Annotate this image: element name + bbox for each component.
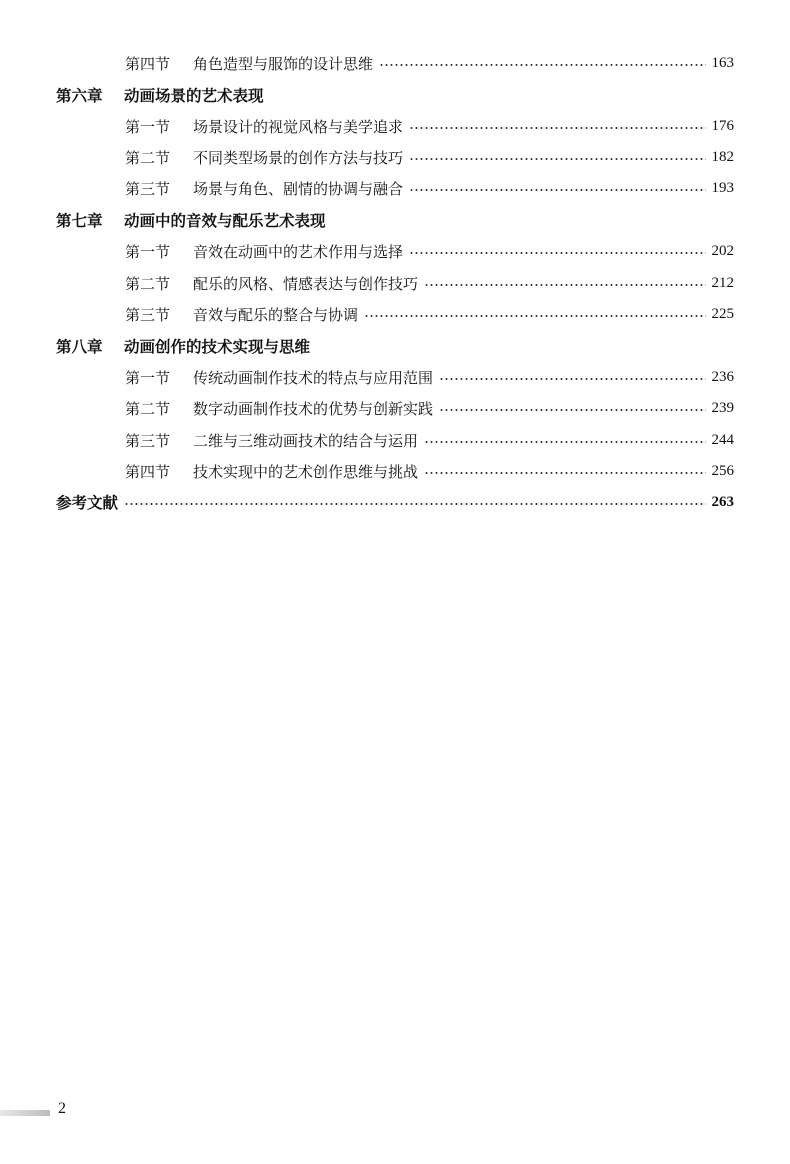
dot-leader [409, 158, 705, 160]
page-ref: 225 [711, 305, 734, 322]
toc-chapter-row[interactable] [0, 333, 790, 359]
section-number: 第三节 [125, 431, 171, 450]
page-ref: 182 [711, 148, 734, 165]
dot-leader [424, 472, 705, 474]
chapter-title: 动画中的音效与配乐艺术表现 [124, 212, 326, 230]
toc-section-row[interactable] [0, 270, 790, 296]
section-number: 第二节 [125, 274, 171, 293]
page-ref: 212 [711, 274, 734, 291]
section-title: 音效在动画中的艺术作用与选择 [193, 242, 404, 261]
toc-section-row[interactable] [0, 458, 790, 484]
page-ref: 193 [711, 179, 734, 196]
toc-chapter-row[interactable] [0, 82, 790, 108]
section-number: 第一节 [125, 242, 171, 261]
page-ref: 176 [711, 117, 734, 134]
toc-section-row[interactable] [0, 238, 790, 264]
section-number: 第二节 [125, 148, 171, 167]
chapter-title: 动画场景的艺术表现 [124, 87, 264, 105]
page-ref: 263 [711, 493, 734, 510]
section-number: 第一节 [125, 368, 171, 387]
section-number: 第二节 [125, 399, 171, 418]
folio-decoration [0, 1110, 50, 1116]
section-title: 二维与三维动画技术的结合与运用 [193, 431, 419, 450]
page-ref: 202 [711, 242, 734, 259]
section-title: 音效与配乐的整合与协调 [193, 305, 359, 324]
dot-leader [379, 64, 705, 66]
page-ref: 236 [711, 368, 734, 385]
chapter-number: 第六章 [56, 87, 103, 105]
page-ref: 244 [711, 431, 734, 448]
section-number: 第四节 [125, 462, 171, 481]
toc-section-row[interactable] [0, 144, 790, 170]
dot-leader [364, 315, 705, 317]
toc-chapter-row[interactable] [0, 207, 790, 233]
page-number: 2 [58, 1100, 66, 1117]
toc-section-row[interactable] [0, 301, 790, 327]
section-title: 场景设计的视觉风格与美学追求 [193, 117, 404, 136]
chapter-title: 动画创作的技术实现与思维 [124, 338, 311, 356]
section-title: 角色造型与服饰的设计思维 [193, 54, 374, 73]
dot-leader [439, 378, 705, 380]
section-title: 场景与角色、剧情的协调与融合 [193, 179, 404, 198]
page-ref: 256 [711, 462, 734, 479]
chapter-number: 第七章 [56, 212, 103, 230]
toc-reference-row[interactable] [0, 489, 790, 515]
section-title: 技术实现中的艺术创作思维与挑战 [193, 462, 419, 481]
section-number: 第三节 [125, 179, 171, 198]
chapter-number: 第八章 [56, 338, 103, 356]
toc-section-row[interactable] [0, 113, 790, 139]
toc-section-row[interactable] [0, 364, 790, 390]
section-number: 第三节 [125, 305, 171, 324]
page-ref: 239 [711, 399, 734, 416]
dot-leader [409, 189, 705, 191]
dot-leader [439, 409, 705, 411]
toc-section-row[interactable] [0, 50, 790, 76]
reference-title: 参考文献 [56, 494, 119, 512]
dot-leader [424, 284, 705, 286]
toc-section-row[interactable] [0, 427, 790, 453]
page-ref: 163 [711, 54, 734, 71]
toc-section-row[interactable] [0, 395, 790, 421]
dot-leader [124, 503, 705, 505]
toc-section-row[interactable] [0, 175, 790, 201]
section-title: 不同类型场景的创作方法与技巧 [193, 148, 404, 167]
section-number: 第四节 [125, 54, 171, 73]
dot-leader [409, 127, 705, 129]
section-title: 传统动画制作技术的特点与应用范围 [193, 368, 434, 387]
section-title: 配乐的风格、情感表达与创作技巧 [193, 274, 419, 293]
section-number: 第一节 [125, 117, 171, 136]
dot-leader [409, 252, 705, 254]
section-title: 数字动画制作技术的优势与创新实践 [193, 399, 434, 418]
dot-leader [424, 441, 705, 443]
